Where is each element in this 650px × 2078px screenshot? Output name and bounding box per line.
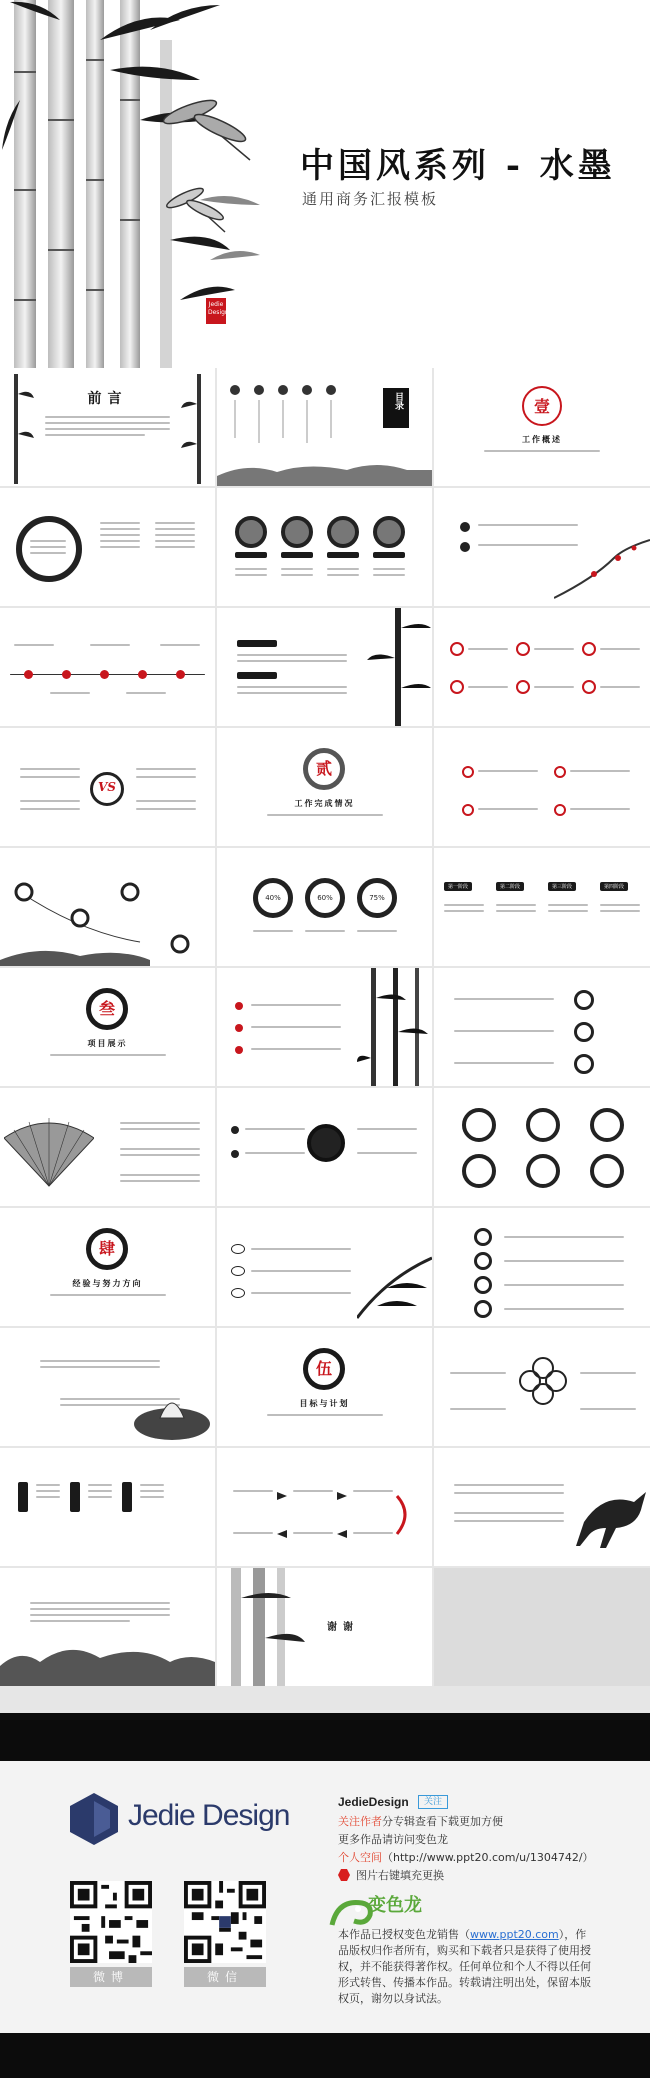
- personal-space-url[interactable]: （http://www.ppt20.com/u/1304742/）: [382, 1851, 594, 1864]
- more-works-line: 更多作品请访问变色龙: [338, 1833, 448, 1846]
- slide-versus[interactable]: [0, 728, 215, 846]
- slide-chapter-3[interactable]: [0, 968, 215, 1086]
- thanks-title: 谢谢: [327, 1622, 359, 1633]
- personal-space-line: [338, 1849, 594, 1865]
- slide-empty: [434, 1568, 650, 1686]
- slide-flower-diagram[interactable]: [434, 1328, 650, 1446]
- toc-title: 目录: [393, 392, 403, 410]
- slide-thanks[interactable]: [217, 1568, 432, 1686]
- slide-bamboo-text[interactable]: [217, 608, 432, 726]
- cover-title: 中国风系列 - 水墨: [300, 146, 616, 186]
- chapter-3-number: 叁: [98, 999, 115, 1018]
- weibo-qr-code[interactable]: [70, 1881, 152, 1963]
- lotus-icon: [130, 1388, 215, 1446]
- author-footer: [0, 1761, 650, 2033]
- slide-three-rings[interactable]: [434, 968, 650, 1086]
- slide-six-items[interactable]: [434, 608, 650, 726]
- ink-path-decor: [0, 848, 215, 966]
- vs-label: VS: [98, 780, 116, 794]
- weixin-qr-code[interactable]: [184, 1881, 266, 1963]
- slide-clouds-bamboo[interactable]: [217, 1208, 432, 1326]
- follow-button[interactable]: 关注: [418, 1795, 448, 1809]
- percent-3: 75%: [369, 894, 385, 902]
- slide-lotus[interactable]: [0, 1328, 215, 1446]
- slide-landscape[interactable]: [0, 1568, 215, 1686]
- preface-title: 前言: [87, 391, 128, 407]
- divider-band-top: [0, 1713, 650, 1761]
- chapter-3-title: 项目展示: [87, 1038, 128, 1048]
- chapter-4-title: 经验与努力方向: [72, 1278, 143, 1288]
- chapter-4-number: 肆: [98, 1239, 115, 1258]
- slide-red-dots-bamboo[interactable]: [217, 968, 432, 1086]
- stage-3: 第三阶段: [548, 882, 576, 891]
- slide-four-badges[interactable]: [434, 1208, 650, 1326]
- follow-line: 关注作者分专辑查看下载更加方便: [338, 1815, 503, 1828]
- slide-timeline[interactable]: [0, 608, 215, 726]
- chapter-2-number: 贰: [315, 759, 332, 778]
- bamboo-dragonfly-painting: [0, 0, 290, 368]
- flow-arrows-decor: [217, 1448, 432, 1566]
- stage-2: 第二阶段: [496, 882, 524, 891]
- slide-plum-blossom[interactable]: [434, 488, 650, 606]
- slide-ink-path[interactable]: [0, 848, 215, 966]
- cover-seal: Jedie Design: [206, 298, 226, 324]
- slide-flow-arrows[interactable]: [217, 1448, 432, 1566]
- cover-subtitle: 通用商务汇报模板: [302, 190, 439, 208]
- hexagon-bullet-icon: [338, 1869, 350, 1881]
- chameleon-logo-text: 变色龙: [368, 1895, 422, 1916]
- chapter-1-number: 壹: [533, 397, 550, 416]
- follow-author-link[interactable]: 关注作者: [338, 1815, 382, 1828]
- galloping-horse-icon: [574, 1472, 650, 1552]
- flower-diagram-icon: [518, 1356, 568, 1406]
- slide-chapter-2[interactable]: [217, 728, 432, 846]
- percent-2: 60%: [317, 894, 333, 902]
- slide-preface[interactable]: [0, 368, 215, 486]
- slide-chapter-4[interactable]: [0, 1208, 215, 1326]
- weixin-label: 微信: [184, 1967, 266, 1987]
- stage-4: 第四阶段: [600, 882, 628, 891]
- slide-six-landscapes[interactable]: [434, 1088, 650, 1206]
- folding-fan-icon: [4, 1118, 94, 1188]
- chapter-2-title: 工作完成情况: [294, 798, 355, 808]
- bamboo-icon: [367, 608, 432, 726]
- ppt20-link[interactable]: www.ppt20.com: [470, 1928, 559, 1941]
- divider-band-bottom: [0, 2033, 650, 2078]
- jedie-design-logo-icon: [70, 1793, 118, 1845]
- chapter-1-title: 工作概述: [522, 434, 562, 444]
- copyright-notice: 本作品已授权变色龙销售（www.ppt20.com），作品版权归作者所有，购买和下载者只是获得了使用授权，并不能获得著作权。任何单位和个人不得以任何形式转售、传播本作品。转载请注明出处，保留本版权页，谢勿以身试法。: [338, 1928, 591, 2005]
- slide-four-stages[interactable]: [434, 848, 650, 966]
- bamboo-grove-icon: [357, 968, 432, 1086]
- chapter-5-number: 伍: [315, 1359, 332, 1378]
- mountain-landscape-icon: [0, 1638, 215, 1686]
- slide-four-photos[interactable]: [217, 488, 432, 606]
- bamboo-leaves-icon: [357, 1248, 432, 1326]
- slide-thumbnail-grid: [0, 368, 650, 1713]
- weibo-label: 微博: [70, 1967, 152, 1987]
- bamboo-end-icon: [217, 1568, 307, 1686]
- toc-ink-decor: [217, 368, 432, 486]
- slide-ink-circle[interactable]: [0, 488, 215, 606]
- chapter-5-title: 目标与计划: [299, 1398, 350, 1408]
- slide-toc[interactable]: [217, 368, 432, 486]
- slide-fan[interactable]: [0, 1088, 215, 1206]
- percent-1: 40%: [265, 894, 281, 902]
- slide-horse[interactable]: [434, 1448, 650, 1566]
- slide-four-lines[interactable]: [434, 728, 650, 846]
- slide-vertical-tags[interactable]: [0, 1448, 215, 1566]
- personal-space-label: 个人空间: [338, 1851, 382, 1864]
- slide-ink-pattern[interactable]: [217, 1088, 432, 1206]
- slide-chapter-1[interactable]: [434, 368, 650, 486]
- brand-name: Jedie Design: [128, 1799, 290, 1832]
- plum-branch-icon: [554, 538, 650, 606]
- slide-percent-rings[interactable]: [217, 848, 432, 966]
- replace-image-hint: 图片右键填充更换: [356, 1869, 444, 1882]
- slide-chapter-5[interactable]: [217, 1328, 432, 1446]
- author-name: JedieDesign: [338, 1795, 409, 1809]
- stage-1: 第一阶段: [444, 882, 472, 891]
- cover-slide: [0, 0, 650, 368]
